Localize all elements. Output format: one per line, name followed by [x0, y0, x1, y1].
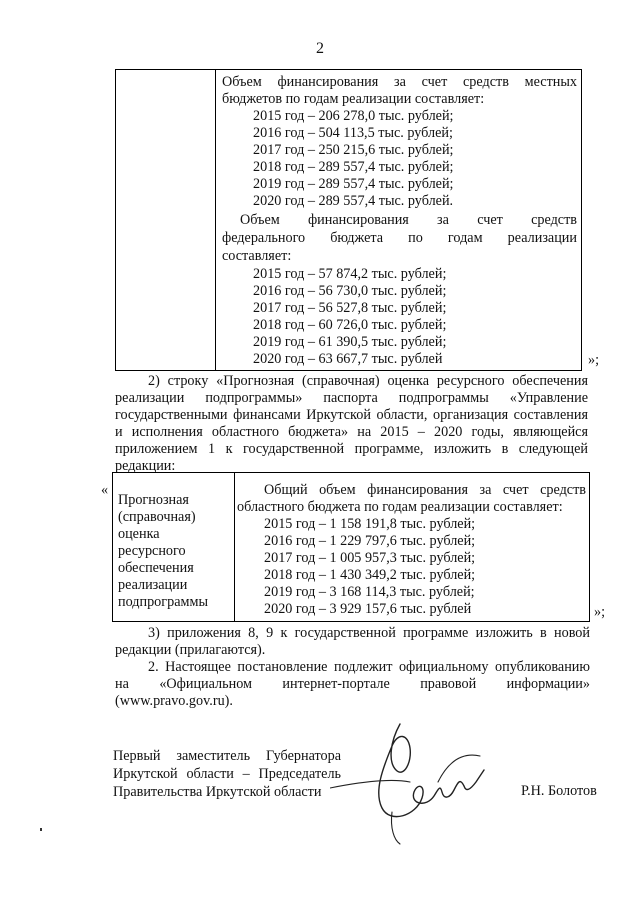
- clause2-line-3: (www.pravo.gov.ru).: [115, 693, 233, 709]
- item3-line-2: редакции (прилагаются).: [115, 642, 266, 658]
- table2-label-line-7: подпрограммы: [118, 594, 208, 610]
- table2-label-line-4: ресурсного: [118, 543, 186, 559]
- federal-budget-intro-line-3: составляет:: [222, 248, 292, 264]
- table1-closing-quote: »;: [588, 352, 600, 368]
- local-year-2017: 2017 год – 250 215,6 тыс. рублей;: [253, 142, 454, 158]
- handwritten-signature-icon: [330, 712, 500, 852]
- table2-closing-quote: »;: [594, 604, 606, 620]
- table2-intro-line-2: областного бюджета по годам реализации составляет:: [237, 499, 563, 515]
- table-column-divider: [234, 473, 235, 621]
- signatory-title-line-2: Иркутской области – Председатель: [113, 766, 341, 782]
- clause2-line-2: на «Официальном интернет-портале правовой информации»: [115, 676, 590, 692]
- signatory-name: Р.Н. Болотов: [521, 783, 597, 799]
- local-budget-intro-line-2: бюджетов по годам реализации составляет:: [222, 91, 485, 107]
- local-year-2016: 2016 год – 504 113,5 тыс. рублей;: [253, 125, 453, 141]
- federal-year-2019: 2019 год – 61 390,5 тыс. рублей;: [253, 334, 447, 350]
- item3-line-1: 3) приложения 8, 9 к государственной программе изложить в новой: [148, 625, 590, 641]
- page-number: 2: [316, 40, 324, 57]
- federal-year-2020: 2020 год – 63 667,7 тыс. рублей: [253, 351, 443, 367]
- scan-speck: [40, 828, 42, 831]
- local-year-2020: 2020 год – 289 557,4 тыс. рублей.: [253, 193, 454, 209]
- local-year-2015: 2015 год – 206 278,0 тыс. рублей;: [253, 108, 454, 124]
- federal-year-2017: 2017 год – 56 527,8 тыс. рублей;: [253, 300, 447, 316]
- local-year-2018: 2018 год – 289 557,4 тыс. рублей;: [253, 159, 454, 175]
- item2-line-6: редакции:: [115, 458, 176, 474]
- federal-year-2016: 2016 год – 56 730,0 тыс. рублей;: [253, 283, 447, 299]
- federal-budget-intro-line-1: Объем финансирования за счет средств: [240, 212, 577, 228]
- clause2-line-1: 2. Настоящее постановление подлежит официальному опубликованию: [148, 659, 590, 675]
- table2-label-line-3: оценка: [118, 526, 160, 542]
- item2-line-5: приложением 1 к государственной программе, изложить в следующей: [115, 441, 588, 457]
- item2-line-3: государственными финансами Иркутской области, организация составления: [115, 407, 588, 423]
- regional-year-2016: 2016 год – 1 229 797,6 тыс. рублей;: [264, 533, 476, 549]
- local-year-2019: 2019 год – 289 557,4 тыс. рублей;: [253, 176, 454, 192]
- signatory-title-line-1: Первый заместитель Губернатора: [113, 748, 341, 764]
- table-column-divider: [215, 70, 216, 370]
- federal-budget-intro-line-2: федерального бюджета по годам реализации: [222, 230, 577, 246]
- table2-label-line-6: реализации: [118, 577, 188, 593]
- item2-line-4: и исполнения областного бюджета» на 2015 – 2020 годы, являющейся: [115, 424, 588, 440]
- regional-year-2020: 2020 год – 3 929 157,6 тыс. рублей: [264, 601, 472, 617]
- item2-line-2: реализации подпрограммы» паспорта подпрограммы «Управление: [115, 390, 588, 406]
- federal-year-2015: 2015 год – 57 874,2 тыс. рублей;: [253, 266, 447, 282]
- regional-year-2019: 2019 год – 3 168 114,3 тыс. рублей;: [264, 584, 475, 600]
- signatory-title-line-3: Правительства Иркутской области: [113, 784, 322, 800]
- table2-label-line-5: обеспечения: [118, 560, 194, 576]
- regional-year-2017: 2017 год – 1 005 957,3 тыс. рублей;: [264, 550, 476, 566]
- item2-line-1: 2) строку «Прогнозная (справочная) оценка ресурсного обеспечения: [148, 373, 588, 389]
- federal-year-2018: 2018 год – 60 726,0 тыс. рублей;: [253, 317, 447, 333]
- regional-year-2018: 2018 год – 1 430 349,2 тыс. рублей;: [264, 567, 476, 583]
- table2-label-line-1: Прогнозная: [118, 492, 189, 508]
- table2-label-line-2: (справочная): [118, 509, 196, 525]
- table2-opening-quote: «: [101, 482, 109, 498]
- local-budget-intro-line-1: Объем финансирования за счет средств местных: [222, 74, 577, 90]
- table2-intro-line-1: Общий объем финансирования за счет средств: [264, 482, 586, 498]
- regional-year-2015: 2015 год – 1 158 191,8 тыс. рублей;: [264, 516, 476, 532]
